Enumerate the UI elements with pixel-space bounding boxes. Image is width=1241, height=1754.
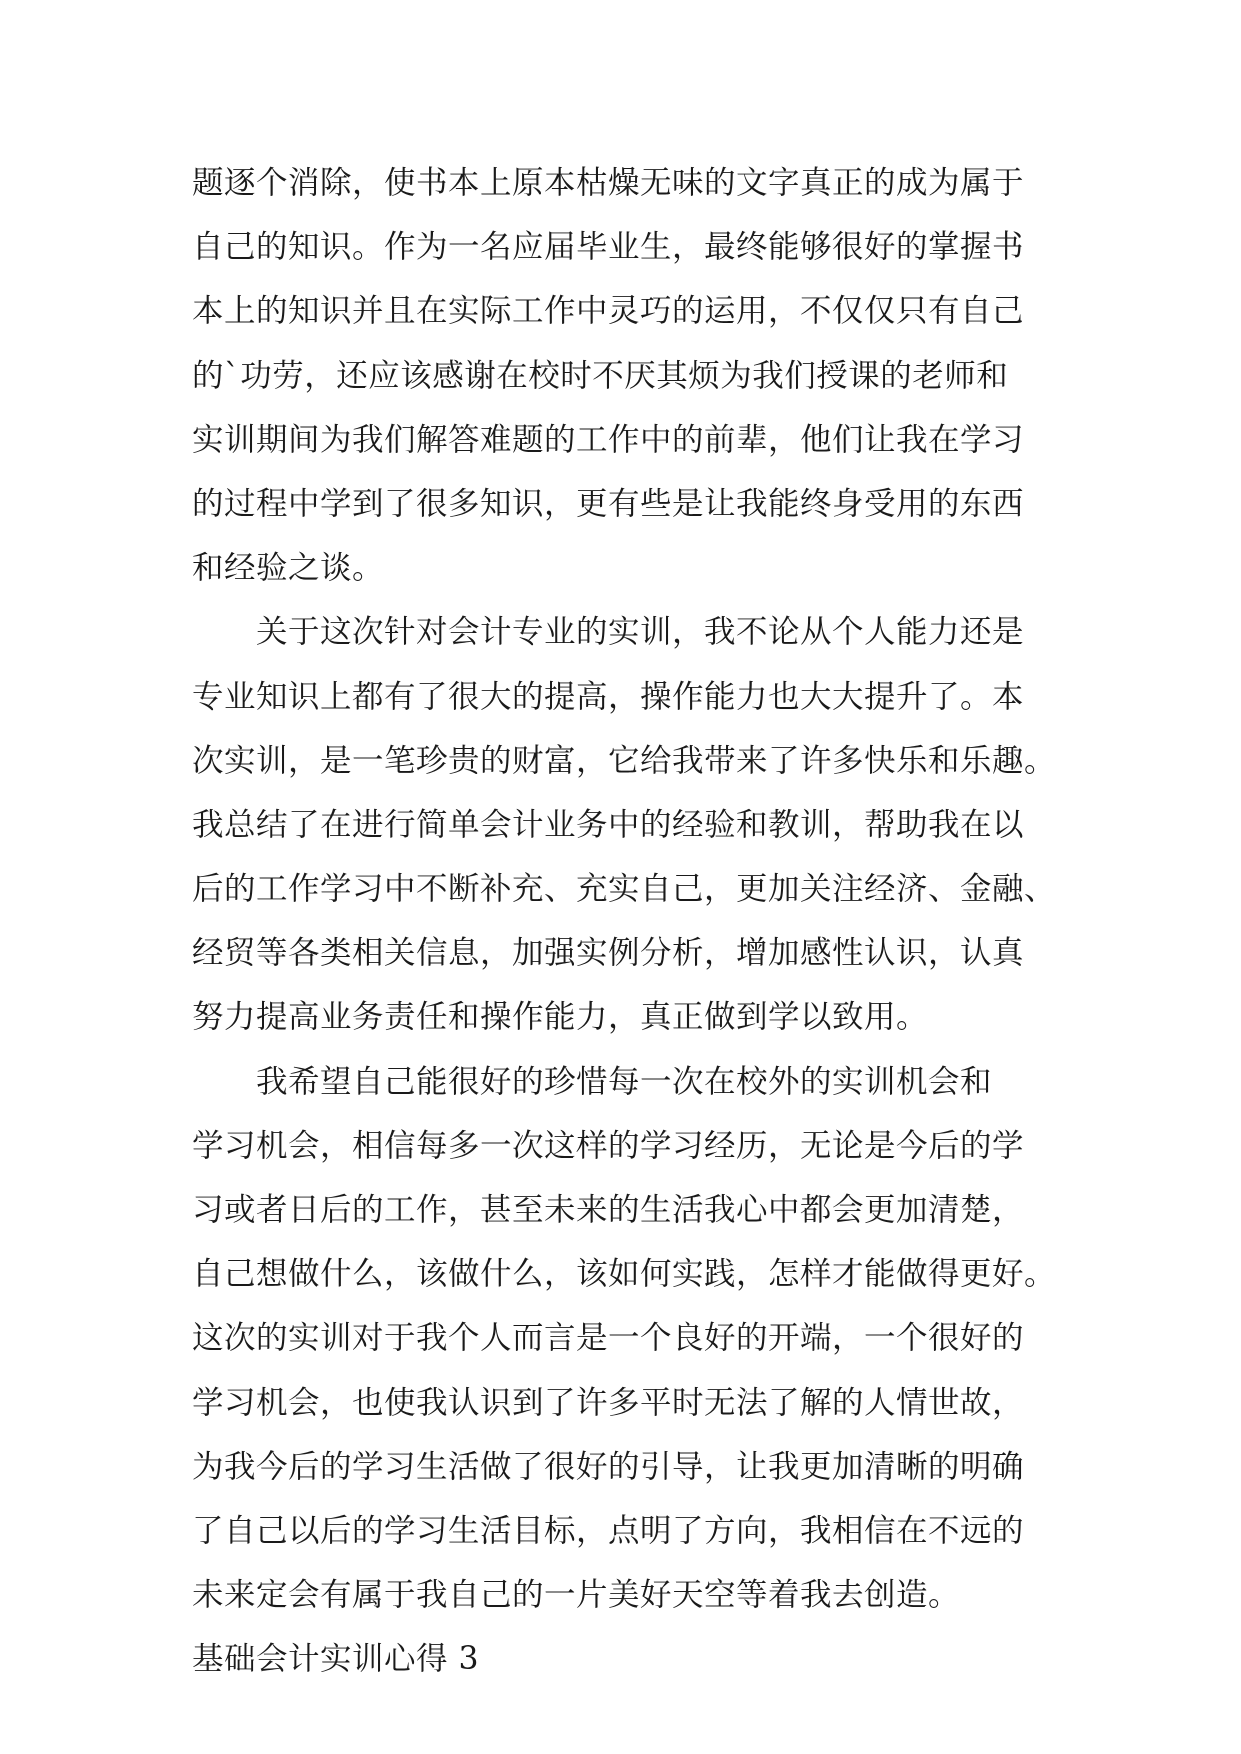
text-line: 学习机会，相信每多一次这样的学习经历，无论是今后的学 — [192, 1127, 1025, 1164]
text-line: 未来定会有属于我自己的一片美好天空等着我去创造。 — [192, 1577, 961, 1614]
text-line: 我希望自己能很好的珍惜每一次在校外的实训机会和 — [256, 1063, 993, 1100]
text-line: 学习机会，也使我认识到了许多平时无法了解的人情世故， — [192, 1384, 1025, 1421]
text-line: 自己想做什么，该做什么，该如何实践，怎样才能做得更好。 — [192, 1256, 1057, 1293]
text-line: 关于这次针对会计专业的实训，我不论从个人能力还是 — [256, 614, 1025, 651]
text-line: 了自己以后的学习生活目标，点明了方向，我相信在不远的 — [192, 1512, 1025, 1549]
text-line: 习或者日后的工作，甚至未来的生活我心中都会更加清楚， — [192, 1192, 1025, 1228]
document-body — [192, 151, 1062, 1692]
text-line: 后的工作学习中不断补充、充实自己，更加关注经济、金融、 — [192, 871, 1057, 908]
text-line: 专业知识上都有了很大的提高，操作能力也大大提升了。本 — [192, 678, 1025, 715]
text-line: 经贸等各类相关信息，加强实例分析，增加感性认识，认真 — [192, 935, 1025, 972]
text-line: 和经验之谈。 — [192, 550, 385, 587]
paragraph-1 — [192, 151, 1062, 600]
text-line: 这次的实训对于我个人而言是一个良好的开端，一个很好的 — [192, 1320, 1025, 1357]
text-line: 自己的知识。作为一名应届毕业生，最终能够很好的掌握书 — [192, 229, 1025, 266]
section-heading: 基础会计实训心得 3 — [192, 1641, 480, 1678]
paragraph-3 — [192, 1050, 1062, 1628]
text-line: 题逐个消除，使书本上原本枯燥无味的文字真正的成为属于 — [192, 165, 1025, 201]
paragraph-2 — [192, 600, 1062, 1049]
text-line: 的`功劳，还应该感谢在校时不厌其烦为我们授课的老师和 — [192, 357, 1009, 394]
text-line: 为我今后的学习生活做了很好的引导，让我更加清晰的明确 — [192, 1448, 1025, 1485]
text-line: 我总结了在进行简单会计业务中的经验和教训，帮助我在以 — [192, 806, 1025, 843]
text-line: 实训期间为我们解答难题的工作中的前辈，他们让我在学习 — [192, 421, 1025, 458]
text-line: 努力提高业务责任和操作能力，真正做到学以致用。 — [192, 999, 929, 1036]
text-line: 次实训，是一笔珍贵的财富，它给我带来了许多快乐和乐趣。 — [192, 742, 1057, 779]
text-line: 的过程中学到了很多知识，更有些是让我能终身受用的东西 — [192, 485, 1025, 522]
text-line: 本上的知识并且在实际工作中灵巧的运用，不仅仅只有自己 — [192, 293, 1025, 330]
